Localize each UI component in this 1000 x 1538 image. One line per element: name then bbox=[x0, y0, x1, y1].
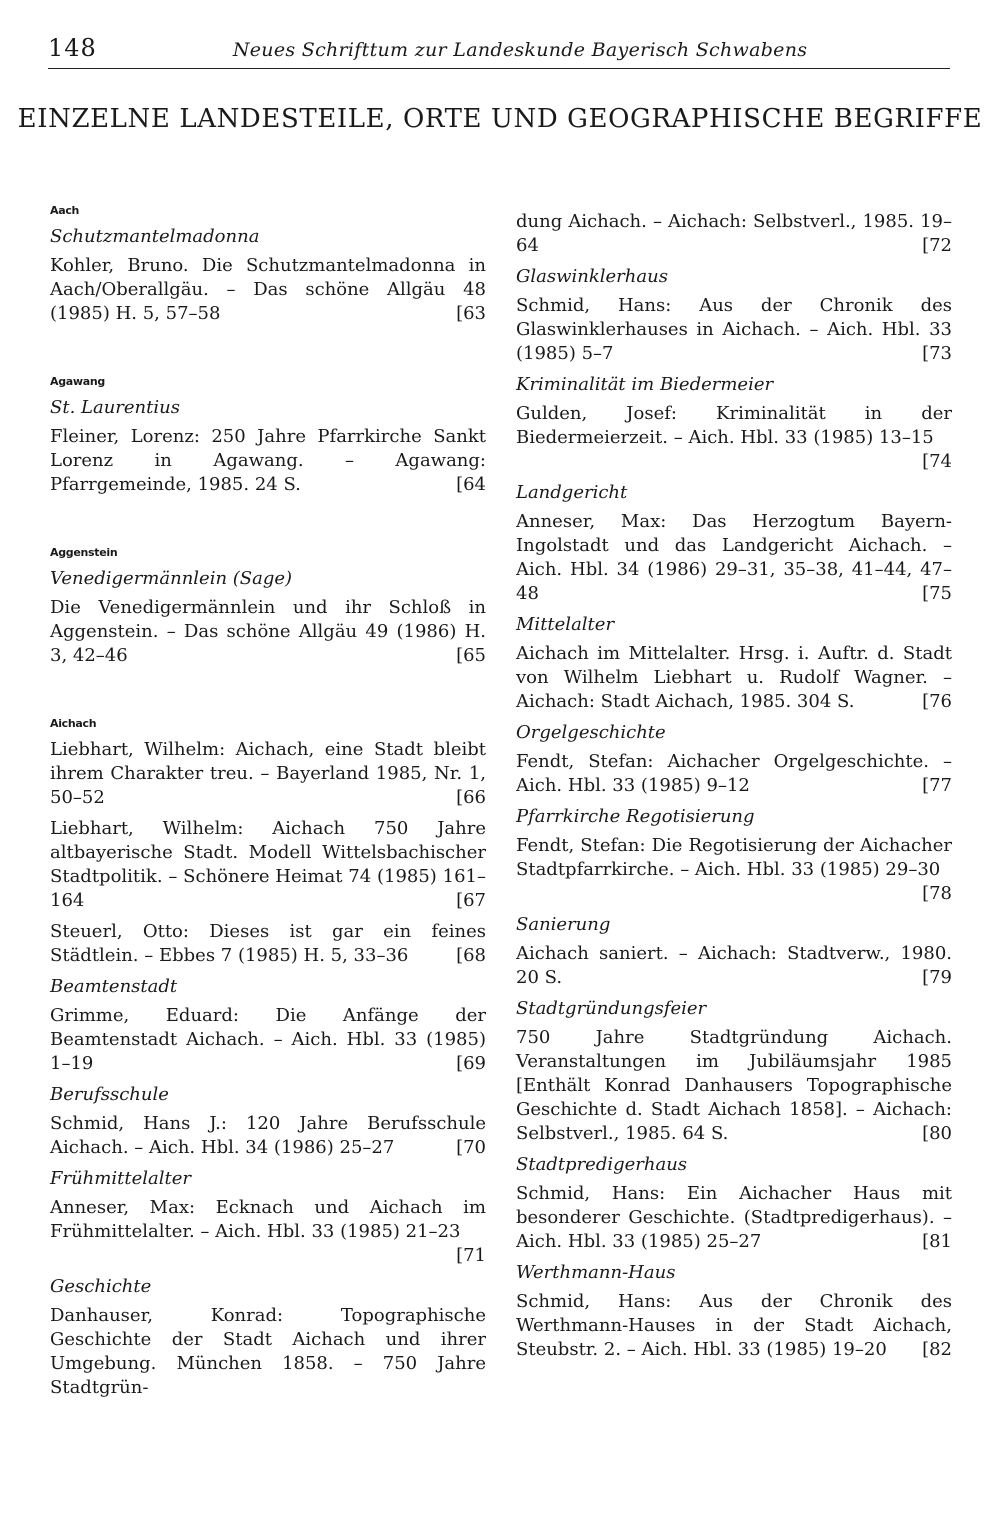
subject-heading: Stadtpredigerhaus bbox=[516, 1154, 688, 1175]
subject-heading: Frühmittelalter bbox=[50, 1168, 191, 1189]
entry-text: Kohler, Bruno. Die Schutzmantelmadonna in Aach/Oberallgäu. – Das schöne Allgäu 48 (1985) H. 5, 57–58 bbox=[50, 255, 486, 324]
entry-number: [69 bbox=[456, 1053, 486, 1074]
entry-text: Liebhart, Wilhelm: Aichach, eine Stadt bleibt ihrem Charakter treu. – Bayerland 1985, Nr. 1, 50–52 bbox=[50, 739, 486, 808]
bibliography-entry bbox=[50, 1112, 486, 1160]
bibliography-entry bbox=[516, 1290, 952, 1362]
entry-number: [78 bbox=[922, 883, 952, 904]
subject-heading: Beamtenstadt bbox=[50, 976, 178, 997]
entry-text: Anneser, Max: Das Herzogtum Bayern-Ingolstadt und das Landgericht Aichach. – Aich. Hbl. 34 (1986) 29–31, 35–38, 41–44, 47–48 bbox=[516, 511, 952, 604]
subject-heading: Landgericht bbox=[516, 482, 628, 503]
bibliography-entry bbox=[516, 942, 952, 990]
bibliography-entry bbox=[50, 425, 486, 497]
subject-heading: Orgelgeschichte bbox=[516, 722, 666, 743]
entry-text: Schmid, Hans: Ein Aichacher Haus mit besonderer Geschichte. (Stadtpredigerhaus). – Aich. Hbl. 33 (1985) 25–27 bbox=[516, 1183, 952, 1252]
entry-number: [72 bbox=[922, 235, 952, 256]
entry-number: [65 bbox=[456, 645, 486, 666]
subject-heading: Stadtgründungsfeier bbox=[516, 998, 707, 1019]
entry-text: Fendt, Stefan: Aichacher Orgelgeschichte. – Aich. Hbl. 33 (1985) 9–12 bbox=[516, 751, 952, 796]
entry-text: Fleiner, Lorenz: 250 Jahre Pfarrkirche Sankt Lorenz in Agawang. – Agawang: Pfarrgemeinde, 1985. 24 S. bbox=[50, 426, 486, 495]
entry-text: Gulden, Josef: Kriminalität in der Biedermeierzeit. – Aich. Hbl. 33 (1985) 13–15 bbox=[516, 403, 952, 448]
bibliography-entry bbox=[516, 294, 952, 366]
subject-heading: Berufsschule bbox=[50, 1084, 169, 1105]
bibliography-entry bbox=[516, 1026, 952, 1146]
bibliography-entry bbox=[516, 642, 952, 714]
entry-text: dung Aichach. – Aichach: Selbstverl., 1985. 19–64 bbox=[516, 211, 952, 256]
entry-text: Fendt, Stefan: Die Regotisierung der Aichacher Stadtpfarrkirche. – Aich. Hbl. 33 (1985) 29–30 bbox=[516, 835, 952, 880]
entry-number: [82 bbox=[922, 1339, 952, 1360]
entry-number: [81 bbox=[922, 1231, 952, 1252]
entry-text: 750 Jahre Stadtgründung Aichach. Veranstaltungen im Jubiläumsjahr 1985 [Enthält Konrad Danhausers Topographische Geschichte d. Stadt Aichach 1858]. – Aichach: Selbstverl., 1985. 64 S. bbox=[516, 1027, 952, 1144]
entry-number: [75 bbox=[922, 583, 952, 604]
entry-text: Schmid, Hans J.: 120 Jahre Berufsschule Aichach. – Aich. Hbl. 34 (1986) 25–27 bbox=[50, 1113, 486, 1158]
subject-heading: Geschichte bbox=[50, 1276, 152, 1297]
entry-number: [79 bbox=[922, 967, 952, 988]
entry-number: [66 bbox=[456, 787, 486, 808]
subject-heading: Werthmann-Haus bbox=[516, 1262, 676, 1283]
entry-number: [63 bbox=[456, 303, 486, 324]
running-title: Neues Schrifttum zur Landeskunde Bayerisch Schwabens bbox=[232, 39, 808, 61]
entry-text: Aichach im Mittelalter. Hrsg. i. Auftr. d. Stadt von Wilhelm Liebhart u. Rudolf Wagner. – Aichach: Stadt Aichach, 1985. 304 S. bbox=[516, 643, 952, 712]
bibliography-entry bbox=[50, 596, 486, 668]
bibliography-entry bbox=[516, 510, 952, 606]
entry-text: Schmid, Hans: Aus der Chronik des Werthmann-Hauses in der Stadt Aichach, Steubstr. 2. – Aich. Hbl. 33 (1985) 19–20 bbox=[516, 1291, 952, 1360]
bibliography-entry bbox=[516, 402, 952, 474]
entry-text: Aichach saniert. – Aichach: Stadtverw., 1980. 20 S. bbox=[516, 943, 952, 988]
entry-text: Grimme, Eduard: Die Anfänge der Beamtenstadt Aichach. – Aich. Hbl. 33 (1985) 1–19 bbox=[50, 1005, 486, 1074]
bibliography-entry bbox=[50, 1196, 486, 1268]
subject-heading: Venedigermännlein (Sage) bbox=[50, 568, 293, 589]
bibliography-entry bbox=[516, 1182, 952, 1254]
place-heading-aach: Aach bbox=[50, 204, 80, 217]
entry-text: Steuerl, Otto: Dieses ist gar ein feines Städtlein. – Ebbes 7 (1985) H. 5, 33–36 bbox=[50, 921, 486, 966]
bibliography-entry bbox=[50, 254, 486, 326]
entry-number: [73 bbox=[922, 343, 952, 364]
bibliography-entry bbox=[50, 920, 486, 968]
entry-text: Danhauser, Konrad: Topographische Geschichte der Stadt Aichach und ihrer Umgebung. München 1858. – 750 Jahre Stadtgrün- bbox=[50, 1305, 486, 1398]
entry-text: Schmid, Hans: Aus der Chronik des Glaswinklerhauses in Aichach. – Aich. Hbl. 33 (1985) 5–7 bbox=[516, 295, 952, 364]
entry-number: [67 bbox=[456, 890, 486, 911]
bibliography-entry bbox=[50, 817, 486, 913]
right-column bbox=[516, 210, 952, 1369]
place-heading-agawang: Agawang bbox=[50, 375, 106, 388]
entry-text: Liebhart, Wilhelm: Aichach 750 Jahre altbayerische Stadt. Modell Wittelsbachischer Stadtpolitik. – Schönere Heimat 74 (1985) 161–164 bbox=[50, 818, 486, 911]
entry-number: [77 bbox=[922, 775, 952, 796]
place-heading-aggenstein: Aggenstein bbox=[50, 546, 118, 559]
place-heading-aichach: Aichach bbox=[50, 717, 97, 730]
entry-number: [80 bbox=[922, 1123, 952, 1144]
subject-heading: Mittelalter bbox=[516, 614, 615, 635]
subject-heading: Sanierung bbox=[516, 914, 611, 935]
entry-number: [71 bbox=[456, 1245, 486, 1266]
bibliography-entry bbox=[50, 1304, 486, 1400]
entry-text: Anneser, Max: Ecknach und Aichach im Frühmittelalter. – Aich. Hbl. 33 (1985) 21–23 bbox=[50, 1197, 486, 1242]
bibliography-entry bbox=[50, 738, 486, 810]
entry-number: [76 bbox=[922, 691, 952, 712]
entry-number: [70 bbox=[456, 1137, 486, 1158]
entry-number: [64 bbox=[456, 474, 486, 495]
entry-number: [68 bbox=[456, 945, 486, 966]
section-heading: EINZELNE LANDESTEILE, ORTE UND GEOGRAPHISCHE BEGRIFFE bbox=[17, 104, 983, 134]
subject-heading: Glaswinklerhaus bbox=[516, 266, 668, 287]
subject-heading: Kriminalität im Biedermeier bbox=[516, 374, 774, 395]
subject-heading: Schutzmantelmadonna bbox=[50, 226, 260, 247]
page-number: 148 bbox=[48, 34, 97, 62]
subject-heading: St. Laurentius bbox=[50, 397, 180, 418]
entry-text: Die Venedigermännlein und ihr Schloß in Aggenstein. – Das schöne Allgäu 49 (1986) H. 3, 42–46 bbox=[50, 597, 486, 666]
bibliography-entry bbox=[516, 834, 952, 906]
entry-number: [74 bbox=[922, 451, 952, 472]
running-header bbox=[48, 34, 950, 69]
subject-heading: Pfarrkirche Regotisierung bbox=[516, 806, 755, 827]
bibliography-entry bbox=[516, 750, 952, 798]
bibliography-entry-continued bbox=[516, 210, 952, 258]
bibliography-entry bbox=[50, 1004, 486, 1076]
left-column bbox=[50, 204, 486, 1407]
